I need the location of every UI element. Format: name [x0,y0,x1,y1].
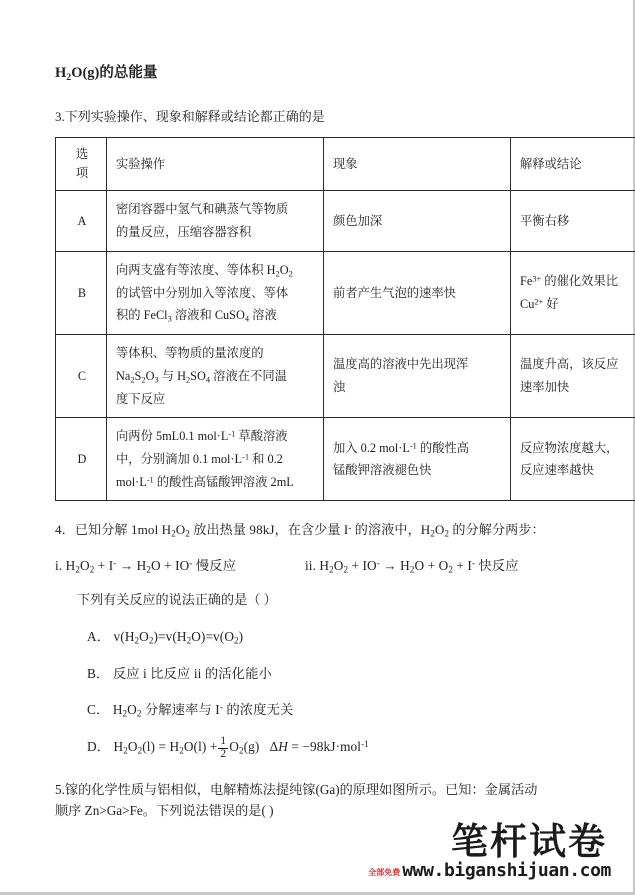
question-4-option-c [87,699,590,721]
row-c-operation: 等体积、等物质的量浓度的 $Na_2S_2O_3$ 与 $H_2SO_4$ 溶液在不同温 度下反应 [107,335,324,418]
question-4-stem: 4．已知分解 1mol $H_2O_2$ 放出热量 98kJ，在含少量 I- 的溶液中，$H_2O_2$ 的分解分两步： [55,522,545,539]
table-row [56,418,635,501]
row-d-explanation: 反应物浓度越大， 反应速率越快 [511,418,635,501]
row-a-explanation: 平衡右移 [511,191,635,251]
option-d-label: D． [87,738,111,754]
fraction-numerator: 1 [220,735,227,748]
option-b-text: 反应 i 比反应 ii 的活化能小 [112,665,272,681]
row-c-explanation: 温度升高，该反应 速率加快 [511,335,635,418]
option-a-text: $v(H_2O_2)=v(H_2O)=v(O_2)$ [113,628,244,646]
row-d-operation: 向两份 5mL0.1 $mol\cdot L^{-1}$ 草酸溶液 中，分别滴加 0.1 $mol\cdot L^{-1}$ 和 0.2 $mol\cdot L^{-1}$ 的酸性高锰酸钾溶液 2mL [107,418,324,501]
table-row [56,251,635,334]
watermark-url: www.biganshijuan.com [402,860,611,881]
row-a-phenomenon: 颜色加深 [324,191,511,251]
row-b-explanation: $Fe^{3+}$ 的催化效果比 $Cu^{2+}$ 好 [511,251,635,334]
formula-h2og: $H_2O(g)$ [55,65,100,83]
option-c-label: C． [87,701,110,717]
reaction-step-ii: ii. $H_2O_2 + IO^- \to H_2O + O_2 + I^-$ 快反应 [304,557,519,575]
question-4-block [55,518,590,760]
row-option-c: C [56,335,107,418]
question-4-option-b [87,663,590,684]
option-d-text: $H_2O_2(l) = H_2O(l)$ + $\frac{1}{2}$ $O_2(g) \Delta H = -98kJ\cdot mol^{-1}$ [113,735,369,760]
question-4-option-d [87,736,590,761]
fraction-one-half [218,736,228,760]
question-3-stem: 3.下列实验操作、现象和解释或结论都正确的是 [55,109,325,125]
reaction-step-i: i. $H_2O_2 + I^- \to H_2O + IO^-$ 慢反应 [55,557,237,575]
watermark-brand: 笔杆试卷 [451,820,607,863]
row-option-a: A [56,191,107,251]
question-5-line-1: 5.镓的化学性质与铝相似，电解精炼法提纯镓(Ga)的原理如图所示。已知：金属活动 [55,782,538,798]
watermark [368,820,611,881]
page-content [55,62,619,821]
watermark-url-row [368,862,611,880]
header-option-line-2: 项 [75,166,89,181]
option-b-label: B． [87,665,110,681]
table-header-operation: 实验操作 [107,138,324,191]
fraction-denominator: 2 [220,747,227,760]
row-b-operation: 向两支盛有等浓度、等体积 $H_2O_2$ 的试管中分别加入等浓度、等体 积的 FeCl$_3$ 溶液和 CuSO$_4$ 溶液 [107,251,324,334]
question-5-block [55,780,590,821]
option-a-label: A． [87,628,111,644]
experiment-table [55,137,635,501]
table-header-phenomenon: 现象 [324,138,511,191]
table-row [56,191,635,251]
table-row [56,335,635,418]
question-4-prompt [55,590,590,610]
top-formula-label: 的总能量 [99,65,158,81]
table-header-explanation: 解释或结论 [511,138,635,191]
top-formula-line [55,62,590,85]
option-c-text: $H_2O_2$ 分解速率与 I- 的浓度无关 [112,701,294,719]
row-option-d: D [56,418,107,501]
table-header-row [56,138,635,191]
row-a-operation: 密闭容器中氢气和碘蒸气等物质 的量反应，压缩容器容积 [107,191,324,251]
row-c-phenomenon: 温度高的溶液中先出现浑 浊 [324,335,511,418]
table-header-option [56,138,107,191]
question-4-reactions [55,556,590,577]
row-option-b: B [56,251,107,334]
question-4-prompt-text: 下列有关反应的说法正确的是（ ） [77,592,277,608]
watermark-free-tag: 全部免费 [368,868,401,877]
row-d-phenomenon: 加入 0.2 $mol\cdot L^{-1}$ 的酸性高 锰酸钾溶液褪色快 [324,418,511,501]
question-4-option-a [87,626,590,648]
row-b-phenomenon: 前者产生气泡的速率快 [324,251,511,334]
header-option-line-1: 选 [75,147,89,162]
question-5-line-2: 顺序 Zn>Ga>Fe。下列说法错误的是( ) [55,802,274,818]
